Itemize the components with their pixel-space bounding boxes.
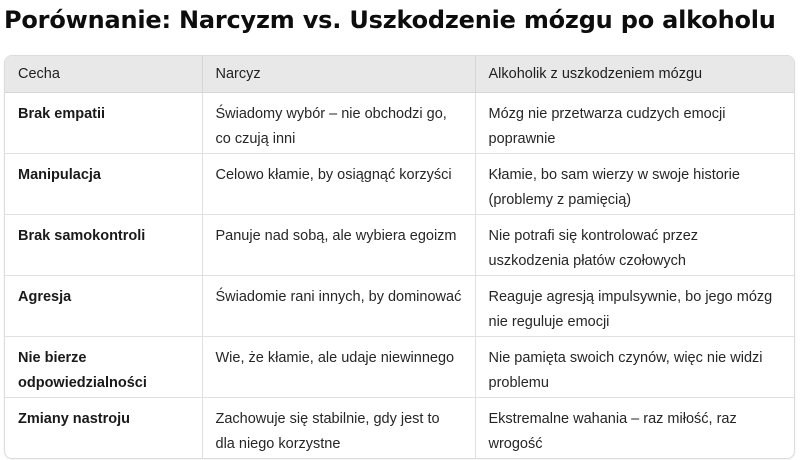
table-row	[5, 215, 794, 276]
narcissist-cell: Świadomie rani innych, by dominować	[202, 276, 475, 337]
comparison-table	[4, 55, 795, 459]
alcoholic-cell: Nie pamięta swoich czynów, więc nie widzi problemu	[475, 337, 794, 398]
feature-cell: Manipulacja	[5, 154, 202, 215]
header-feature: Cecha	[5, 56, 202, 93]
alcoholic-cell: Reaguje agresją impulsywnie, bo jego mózg nie reguluje emocji	[475, 276, 794, 337]
feature-cell: Zmiany nastroju	[5, 398, 202, 459]
narcissist-cell: Świadomy wybór – nie obchodzi go, co czują inni	[202, 93, 475, 154]
narcissist-cell: Wie, że kłamie, ale udaje niewinnego	[202, 337, 475, 398]
feature-cell: Brak samokontroli	[5, 215, 202, 276]
alcoholic-cell: Kłamie, bo sam wierzy w swoje historie (problemy z pamięcią)	[475, 154, 794, 215]
header-alcoholic: Alkoholik z uszkodzeniem mózgu	[475, 56, 794, 93]
page-title: Porównanie: Narcyzm vs. Uszkodzenie mózgu po alkoholu	[4, 6, 776, 34]
table-header-row	[5, 56, 794, 93]
feature-cell: Nie bierze odpowiedzialności	[5, 337, 202, 398]
alcoholic-cell: Mózg nie przetwarza cudzych emocji poprawnie	[475, 93, 794, 154]
narcissist-cell: Celowo kłamie, by osiągnąć korzyści	[202, 154, 475, 215]
alcoholic-cell: Ekstremalne wahania – raz miłość, raz wrogość	[488, 411, 737, 452]
table-row	[5, 398, 794, 459]
alcoholic-cell: Nie potrafi się kontrolować przez uszkodzenia płatów czołowych	[475, 215, 794, 276]
header-narcissist: Narcyz	[202, 56, 475, 93]
table-row	[5, 337, 794, 398]
table-row	[5, 93, 794, 154]
feature-cell: Brak empatii	[5, 93, 202, 154]
table-row	[5, 276, 794, 337]
feature-cell: Agresja	[5, 276, 202, 337]
table-row	[5, 154, 794, 215]
narcissist-cell: Panuje nad sobą, ale wybiera egoizm	[202, 215, 475, 276]
narcissist-cell: Zachowuje się stabilnie, gdy jest to dla niego korzystne	[202, 398, 475, 459]
